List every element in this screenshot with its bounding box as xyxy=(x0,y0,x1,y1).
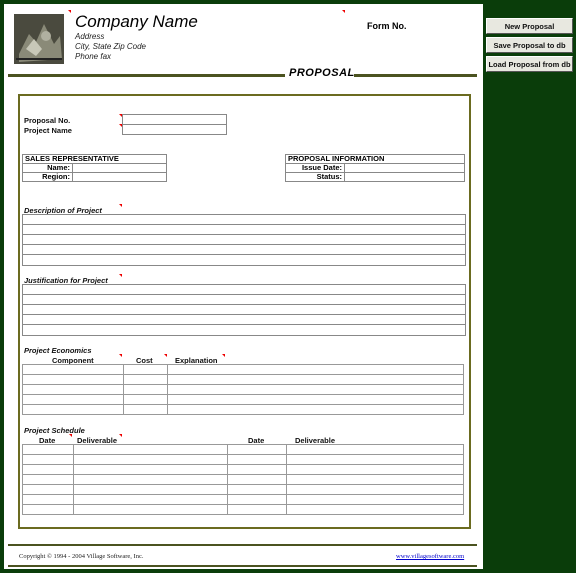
phone-fax[interactable]: Phone fax xyxy=(75,52,112,61)
new-proposal-button[interactable]: New Proposal xyxy=(486,18,573,34)
comment-marker xyxy=(222,354,225,357)
table-row xyxy=(23,455,464,465)
project-name-field[interactable] xyxy=(122,124,227,135)
table-row xyxy=(23,445,464,455)
comment-marker xyxy=(68,10,71,13)
address-line[interactable]: Address xyxy=(75,32,105,41)
table-row xyxy=(23,465,464,475)
economics-table[interactable] xyxy=(22,364,464,415)
proposal-info-heading: PROPOSAL INFORMATION xyxy=(286,155,465,164)
schedule-heading: Project Schedule xyxy=(24,426,85,435)
justification-area[interactable] xyxy=(22,284,466,336)
page-title: PROPOSAL xyxy=(289,67,355,79)
cost-col-header: Cost xyxy=(136,356,153,365)
table-row xyxy=(23,485,464,495)
city-state-zip[interactable]: City, State Zip Code xyxy=(75,42,146,51)
table-row xyxy=(23,395,464,405)
issue-date-label: Issue Date: xyxy=(286,164,345,173)
status-field[interactable] xyxy=(345,173,465,182)
table-row xyxy=(23,385,464,395)
table-row xyxy=(23,505,464,515)
title-rule-right xyxy=(354,74,477,77)
schedule-date-header: Date xyxy=(39,436,56,445)
sales-rep-heading: SALES REPRESENTATIVE xyxy=(23,155,167,164)
status-label: Status: xyxy=(286,173,345,182)
rep-name-field[interactable] xyxy=(73,164,167,173)
rep-name-label: Name: xyxy=(23,164,73,173)
economics-heading: Project Economics xyxy=(24,346,92,355)
comment-marker xyxy=(164,354,167,357)
comment-marker xyxy=(119,204,122,207)
proposal-info-table xyxy=(285,154,465,182)
comment-marker xyxy=(119,354,122,357)
table-row xyxy=(23,475,464,485)
table-row xyxy=(23,405,464,415)
justification-heading: Justification for Project xyxy=(24,276,108,285)
load-proposal-button[interactable]: Load Proposal from db xyxy=(486,56,573,72)
footer-rule xyxy=(8,544,477,546)
schedule-deliverable-header: Deliverable xyxy=(77,436,118,445)
save-proposal-button[interactable]: Save Proposal to db xyxy=(486,37,573,53)
table-row xyxy=(23,495,464,505)
description-heading: Description of Project xyxy=(24,206,102,215)
schedule-date2-header: Date xyxy=(248,436,265,445)
explanation-col-header: Explanation xyxy=(175,356,218,365)
comment-marker xyxy=(119,274,122,277)
title-rule-left xyxy=(8,74,285,77)
company-logo xyxy=(14,14,64,64)
description-area[interactable] xyxy=(22,214,466,266)
component-col-header: Component xyxy=(52,356,94,365)
company-name[interactable]: Company Name xyxy=(75,12,198,31)
copyright-text: Copyright © 1994 - 2004 Village Software, Inc. xyxy=(19,553,144,560)
proposal-no-label: Proposal No. xyxy=(24,116,71,125)
rep-region-label: Region: xyxy=(23,173,73,182)
table-row xyxy=(23,365,464,375)
sales-rep-table xyxy=(22,154,167,182)
comment-marker xyxy=(342,10,345,13)
schedule-table[interactable] xyxy=(22,444,464,515)
form-sheet xyxy=(4,4,483,569)
comment-marker xyxy=(119,434,122,437)
schedule-deliverable2-header: Deliverable xyxy=(295,436,336,445)
table-row xyxy=(23,375,464,385)
form-no-label: Form No. xyxy=(367,21,407,31)
comment-marker xyxy=(69,434,72,437)
issue-date-field[interactable] xyxy=(345,164,465,173)
rep-region-field[interactable] xyxy=(73,173,167,182)
project-name-label: Project Name xyxy=(24,126,72,135)
footer-rule-bottom xyxy=(8,565,477,567)
website-link[interactable]: www.villagesoftware.com xyxy=(396,553,465,560)
